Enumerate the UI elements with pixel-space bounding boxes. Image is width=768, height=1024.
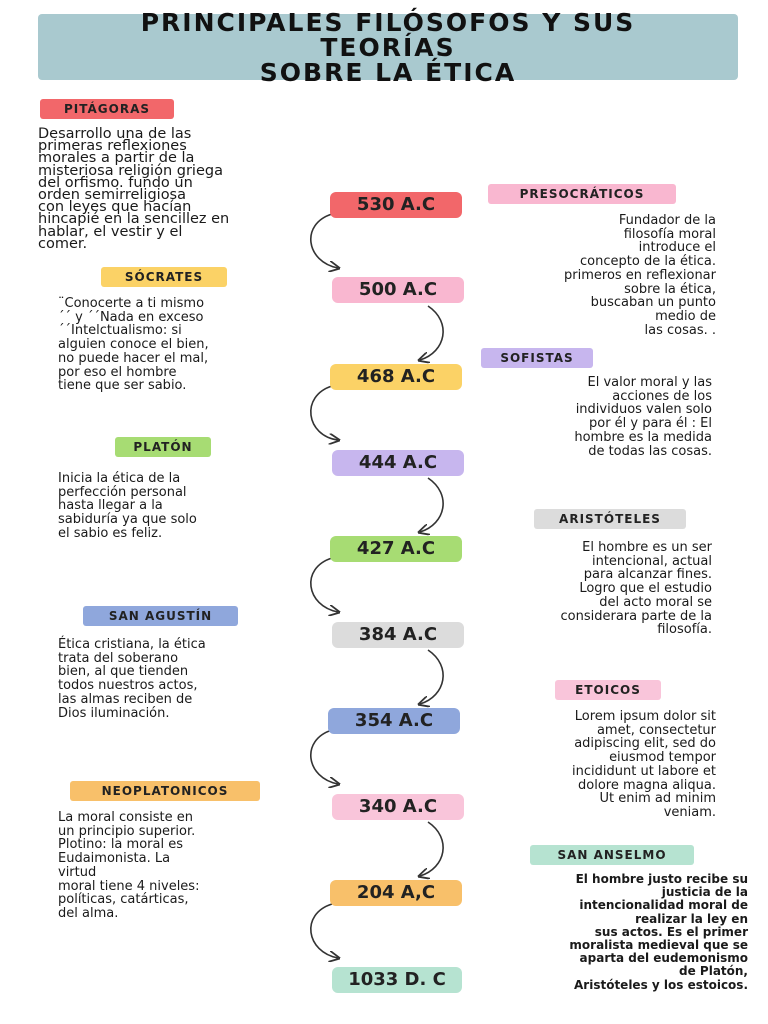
tag-platon: PLATÓN [115,437,211,457]
page-title-line-2: TEORÍAS [320,33,456,62]
timeline-date-384: 384 A.C [332,622,464,648]
tag-san-anselmo: SAN ANSELMO [530,845,694,865]
tag-aristoteles: ARISTÓTELES [534,509,686,529]
timeline-date-204: 204 A,C [330,880,462,906]
page-title-line-3: SOBRE LA ÉTICA [259,58,517,87]
timeline-date-530: 530 A.C [330,192,462,218]
timeline-date-444: 444 A.C [332,450,464,476]
arrow-6 [420,650,443,704]
tag-sofistas: SOFISTAS [481,348,593,368]
timeline-date-500: 500 A.C [332,277,464,303]
tag-presocraticos: PRESOCRÁTICOS [488,184,676,204]
text-etoicos: Lorem ipsum dolor sit amet, consectetur adipiscing elit, sed do eiusmod tempor incididunt ut labore et dolore magna aliqua. Ut enim ad minim veniam. [572,709,716,820]
arrow-2 [420,306,443,360]
text-aristoteles: El hombre es un ser intencional, actual para alcanzar fines. Logro que el estudio del acto moral se considerara parte de la filosofía. [560,540,712,638]
timeline-date-340: 340 A.C [332,794,464,820]
tag-san-agustin: SAN AGUSTÍN [83,606,238,626]
arrow-8 [420,822,443,876]
text-neoplatonicos: La moral consiste en un principio superior. Plotino: la moral es Eudaimonista. La virtud moral tiene 4 niveles: políticas, catárticas, del alma. [58,810,200,921]
text-platon: Inicia la ética de la perfección personal hasta llegar a la sabiduría ya que solo el sabio es feliz. [58,471,197,541]
text-pitagoras: Desarrollo una de las primeras reflexiones morales a partir de la misteriosa religión griega del orfismo. fundo un orden semirreligiosa con leyes que hacían hincapié en la sencillez en hablar, el vestir y el comer. [38,126,230,252]
tag-socrates: SÓCRATES [101,267,227,287]
timeline-date-1033: 1033 D. C [332,967,462,993]
arrow-3 [311,386,338,440]
timeline-date-427: 427 A.C [330,536,462,562]
timeline-date-468: 468 A.C [330,364,462,390]
text-presocraticos: Fundador de la filosofía moral introduce el concepto de la ética. primeros en reflexionar sobre la ética, buscaban un punto medio de las cosas. . [564,213,716,338]
tag-neoplatonicos: NEOPLATONICOS [70,781,260,801]
page-title-line-1: PRINCIPALES FILÓSOFOS Y SUS [140,8,636,37]
arrow-7 [311,730,338,784]
timeline-date-354: 354 A.C [328,708,460,734]
text-san-agustin: Ética cristiana, la ética trata del soberano bien, al que tienden todos nuestros actos, las almas reciben de Dios iluminación. [58,637,206,721]
tag-pitagoras: PITÁGORAS [40,99,174,119]
arrow-9 [311,904,338,958]
text-socrates: ¨Conocerte a ti mismo ´´ y ´´Nada en exceso ´´Intelctualismo: si alguien conoce el bien, no puede hacer el mal, por eso el hombre tiene que ser sabio. [58,296,209,394]
text-san-anselmo: El hombre justo recibe su justicia de la intencionalidad moral de realizar la ley en sus actos. Es el primer moralista medieval que se aparta del eudemonismo de Platón, Aristóteles y los estoicos. [569,872,748,992]
text-sofistas: El valor moral y las acciones de los individuos valen solo por él y para él : El hombre es la medida de todas las cosas. [574,375,712,459]
arrow-5 [311,558,338,612]
arrow-4 [420,478,443,532]
tag-etoicos: ETOICOS [555,680,661,700]
